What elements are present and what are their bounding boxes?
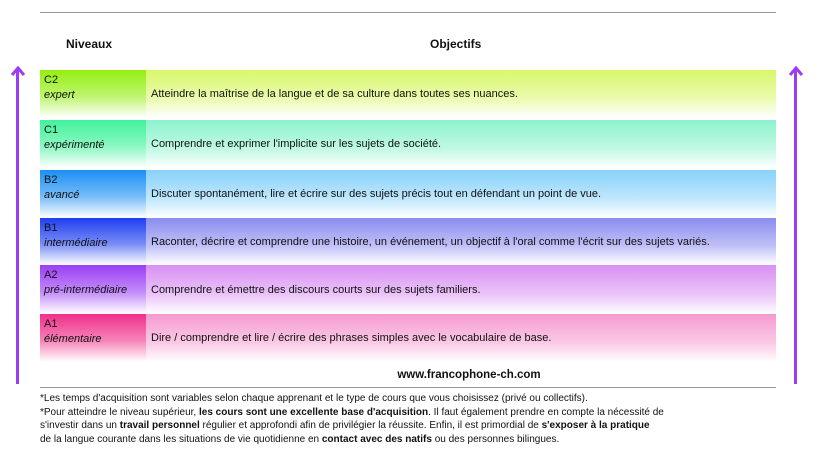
level-code: A2 (44, 269, 58, 281)
t: s'exposer à la pratique (541, 420, 650, 431)
t: s'investir dans un (40, 420, 120, 431)
t: contact avec des natifs (321, 433, 432, 445)
bottom-divider (40, 387, 776, 388)
up-arrow-icon (11, 66, 25, 384)
level-row-b1 (40, 218, 776, 265)
note-2 (40, 406, 800, 420)
t: ou des personnes bilingues. (431, 433, 560, 445)
note-1: *Les temps d'acquisition sont variables selon chaque apprenant et le type de cours que vous choisissez (privé ou collectifs). (40, 393, 588, 404)
t: *Pour atteindre le niveau supérieur, (40, 406, 199, 418)
objective-cell (146, 314, 776, 362)
website-link[interactable]: www.francophone-ch.com (397, 369, 541, 381)
level-name: avancé (44, 189, 80, 201)
t: régulier et approfondi afin de privilégier la réussite. Enfin, il est primordial de (199, 420, 542, 431)
level-name: expert (44, 89, 75, 101)
objective-cell (146, 170, 776, 218)
top-divider (40, 12, 776, 13)
objective-text: Comprendre et exprimer l'implicite sur les sujets de société. (151, 138, 442, 150)
objective-cell (146, 265, 776, 314)
level-cell (40, 170, 146, 218)
objective-text: Comprendre et émettre des discours courts sur des sujets familiers. (151, 283, 481, 296)
level-cell (40, 120, 146, 168)
t: travail personnel (119, 420, 200, 431)
footnotes (40, 392, 800, 446)
level-row-a2 (40, 265, 776, 314)
level-row-b2 (40, 170, 776, 218)
level-code: C2 (44, 74, 59, 86)
t: les cours sont une excellente base d'acquisition (199, 406, 429, 418)
level-cell (40, 70, 146, 118)
note-3 (40, 419, 800, 433)
level-code: B2 (44, 174, 58, 186)
level-row-c2 (40, 70, 776, 118)
level-cell (40, 218, 146, 265)
t: . Il faut également prendre en compte la nécessité de (428, 406, 664, 418)
t: de la langue courante dans les situations de vie quotidienne en (40, 433, 322, 445)
level-name: élémentaire (44, 333, 102, 345)
objective-text: Discuter spontanément, lire et écrire sur des sujets précis tout en défendant un point de vue. (151, 188, 602, 200)
level-code: C1 (44, 124, 59, 136)
level-row-c1 (40, 120, 776, 168)
objective-text: Raconter, décrire et comprendre une histoire, un événement, un objectif à l'oral comme l'écrit sur des sujets variés. (151, 235, 710, 248)
level-cell (40, 265, 146, 314)
level-code: B1 (44, 222, 58, 234)
levels-header: Niveaux (66, 37, 113, 51)
level-code: A1 (44, 318, 58, 330)
level-name: intermédiaire (44, 237, 108, 249)
up-arrow-icon (789, 66, 803, 384)
objective-text: Atteindre la maîtrise de la langue et de sa culture dans toutes ses nuances. (151, 88, 518, 100)
level-cell (40, 314, 146, 362)
objective-cell (146, 120, 776, 168)
objective-cell (146, 218, 776, 265)
objective-text: Dire / comprendre et lire / écrire des phrases simples avec le vocabulaire de base. (151, 332, 552, 344)
level-row-a1 (40, 314, 776, 362)
objective-cell (146, 70, 776, 118)
level-name: pré-intermédiaire (44, 284, 128, 296)
level-name: expérimenté (44, 139, 105, 151)
objectives-header: Objectifs (430, 37, 482, 51)
note-4 (40, 433, 800, 447)
